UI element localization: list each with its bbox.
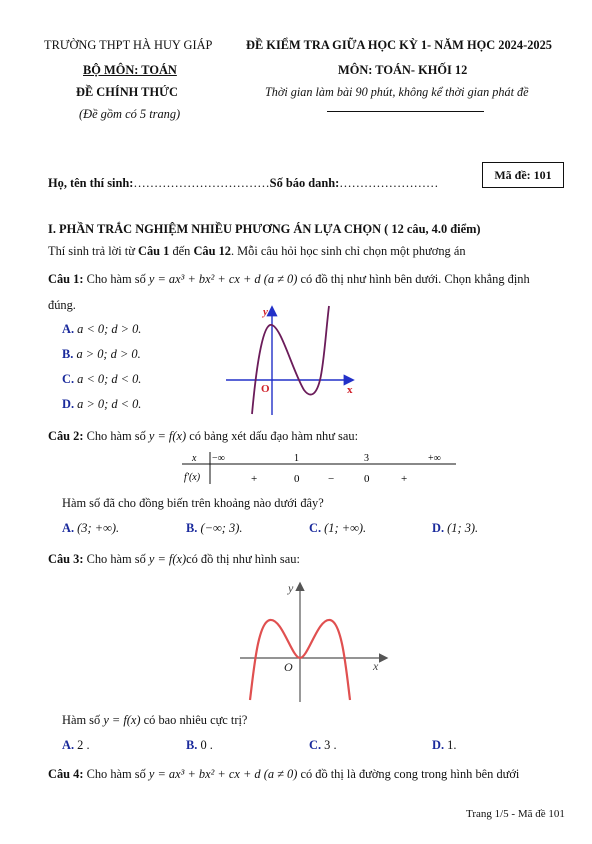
official-label: ĐỀ CHÍNH THỨC	[76, 85, 178, 99]
x-axis-label: x	[373, 659, 379, 673]
table-fp-label: f′(x)	[184, 472, 201, 483]
q2-option-b[interactable]	[186, 521, 242, 536]
q1-option-d[interactable]	[62, 397, 141, 412]
pages-note: (Đề gồm có 5 trang)	[79, 107, 181, 121]
q2-formula: y = f(x)	[148, 429, 187, 443]
q3-text: có đồ thị như hình sau:	[186, 552, 300, 566]
option-letter: C.	[309, 521, 322, 535]
option-letter: A.	[62, 738, 75, 752]
id-label: Số báo danh:	[269, 176, 340, 190]
table-x-value: 3	[364, 453, 369, 464]
option-letter: D.	[62, 397, 75, 411]
option-text: a < 0; d < 0.	[77, 372, 142, 386]
instr-text: đến	[169, 244, 194, 258]
q1-stem-cont: đúng.	[48, 298, 76, 312]
option-letter: C.	[62, 372, 75, 386]
page-footer: Trang 1/5 - Mã đề 101	[466, 808, 565, 820]
q3-option-a[interactable]	[62, 738, 90, 753]
table-sign: +	[401, 473, 408, 485]
y-axis-label: y	[263, 306, 268, 318]
table-sign: 0	[294, 473, 300, 485]
q3-quartic-graph	[236, 578, 396, 704]
instr-text: Thí sinh trả lời từ	[48, 244, 139, 258]
q2-option-a[interactable]	[62, 521, 119, 536]
table-sign: −	[328, 473, 335, 485]
section-instructions	[48, 244, 466, 259]
exam-code-box: Mã đề: 101	[482, 162, 564, 188]
department: BỘ MÔN: TOÁN	[83, 63, 177, 77]
signature-line	[327, 111, 484, 112]
x-axis-label: x	[347, 384, 353, 396]
option-letter: D.	[432, 521, 445, 535]
origin-label: O	[284, 660, 293, 674]
option-letter: A.	[62, 322, 75, 336]
table-x-value: −∞	[212, 453, 225, 464]
q3-formula: y = f(x)	[103, 713, 141, 727]
name-field[interactable]: ……………………………	[133, 176, 270, 190]
q2-text: có bảng xét dấu đạo hàm như sau:	[186, 429, 359, 443]
q2-stem	[48, 429, 358, 444]
instr-q12: Câu 12	[193, 244, 231, 258]
option-letter: B.	[186, 738, 198, 752]
q3-stem	[48, 552, 300, 567]
q2-option-d[interactable]	[432, 521, 478, 536]
exam-title: ĐỀ KIỂM TRA GIỮA HỌC KỲ 1- NĂM HỌC 2024-2025	[246, 38, 552, 52]
option-text: a > 0; d < 0.	[77, 397, 142, 411]
instr-q1: Câu 1	[138, 244, 170, 258]
q4-text: có đồ thị là đường cong trong hình bên dưới	[297, 767, 520, 781]
option-text: (−∞; 3).	[200, 521, 243, 535]
q4-formula: y = ax³ + bx² + cx + d (a ≠ 0)	[148, 767, 298, 781]
q2-text: Cho hàm số	[83, 429, 149, 443]
option-letter: B.	[62, 347, 74, 361]
q1-stem	[48, 272, 530, 287]
instr-text: . Mỗi câu hỏi học sinh chỉ chọn một phương án	[230, 244, 466, 258]
q3-text: Hàm số	[62, 713, 104, 727]
q1-text: Cho hàm số	[83, 272, 149, 286]
q1-label: Câu 1:	[48, 272, 84, 286]
q4-stem	[48, 767, 519, 782]
school-name: TRƯỜNG THPT HÀ HUY GIÁP	[44, 38, 213, 52]
q3-text: Cho hàm số	[83, 552, 149, 566]
option-text: a > 0; d > 0.	[76, 347, 141, 361]
q1-cubic-graph	[222, 300, 362, 418]
q1-option-c[interactable]	[62, 372, 141, 387]
option-letter: D.	[432, 738, 445, 752]
option-text: (3; +∞).	[77, 521, 120, 535]
option-text: 1.	[447, 738, 457, 752]
option-text: 2 .	[77, 738, 90, 752]
table-sign: +	[251, 473, 258, 485]
q1-option-b[interactable]	[62, 347, 141, 362]
q2-label: Câu 2:	[48, 429, 84, 443]
table-sign: 0	[364, 473, 370, 485]
q3-option-c[interactable]	[309, 738, 337, 753]
id-field[interactable]: ……………………	[339, 176, 439, 190]
origin-label: O	[261, 383, 270, 395]
option-text: (1; +∞).	[324, 521, 367, 535]
option-letter: A.	[62, 521, 75, 535]
q3-text: có bao nhiêu cực trị?	[140, 713, 248, 727]
q4-label: Câu 4:	[48, 767, 84, 781]
q1-option-a[interactable]	[62, 322, 141, 337]
q4-text: Cho hàm số	[83, 767, 149, 781]
option-letter: C.	[309, 738, 322, 752]
option-text: (1; 3).	[447, 521, 479, 535]
table-x-value: +∞	[428, 453, 441, 464]
q3-option-d[interactable]	[432, 738, 456, 753]
q2-sign-table	[180, 450, 460, 490]
option-letter: B.	[186, 521, 198, 535]
student-info-line	[48, 176, 438, 191]
q3-option-b[interactable]	[186, 738, 213, 753]
q1-formula: y = ax³ + bx² + cx + d (a ≠ 0)	[148, 272, 298, 286]
table-x-label: x	[192, 453, 197, 464]
y-axis-label: y	[288, 581, 294, 595]
q2-option-c[interactable]	[309, 521, 366, 536]
option-text: 3 .	[324, 738, 337, 752]
section-title: I. PHẦN TRẮC NGHIỆM NHIỀU PHƯƠNG ÁN LỰA CHỌN ( 12 câu, 4.0 điểm)	[48, 222, 481, 236]
cubic-curve	[252, 306, 329, 414]
q2-question: Hàm số đã cho đồng biến trên khoảng nào dưới đây?	[62, 496, 324, 510]
table-x-value: 1	[294, 453, 299, 464]
q3-formula: y = f(x)	[148, 552, 187, 566]
q3-question	[62, 713, 247, 728]
name-label: Họ, tên thí sinh:	[48, 176, 134, 190]
time-note: Thời gian làm bài 90 phút, không kể thời gian phát đề	[265, 85, 529, 99]
option-text: 0 .	[200, 738, 213, 752]
q3-label: Câu 3:	[48, 552, 84, 566]
option-text: a < 0; d > 0.	[77, 322, 142, 336]
subject-line: MÔN: TOÁN- KHỐI 12	[338, 63, 468, 77]
q1-text: có đồ thị như hình bên dưới. Chọn khẳng định	[297, 272, 530, 286]
